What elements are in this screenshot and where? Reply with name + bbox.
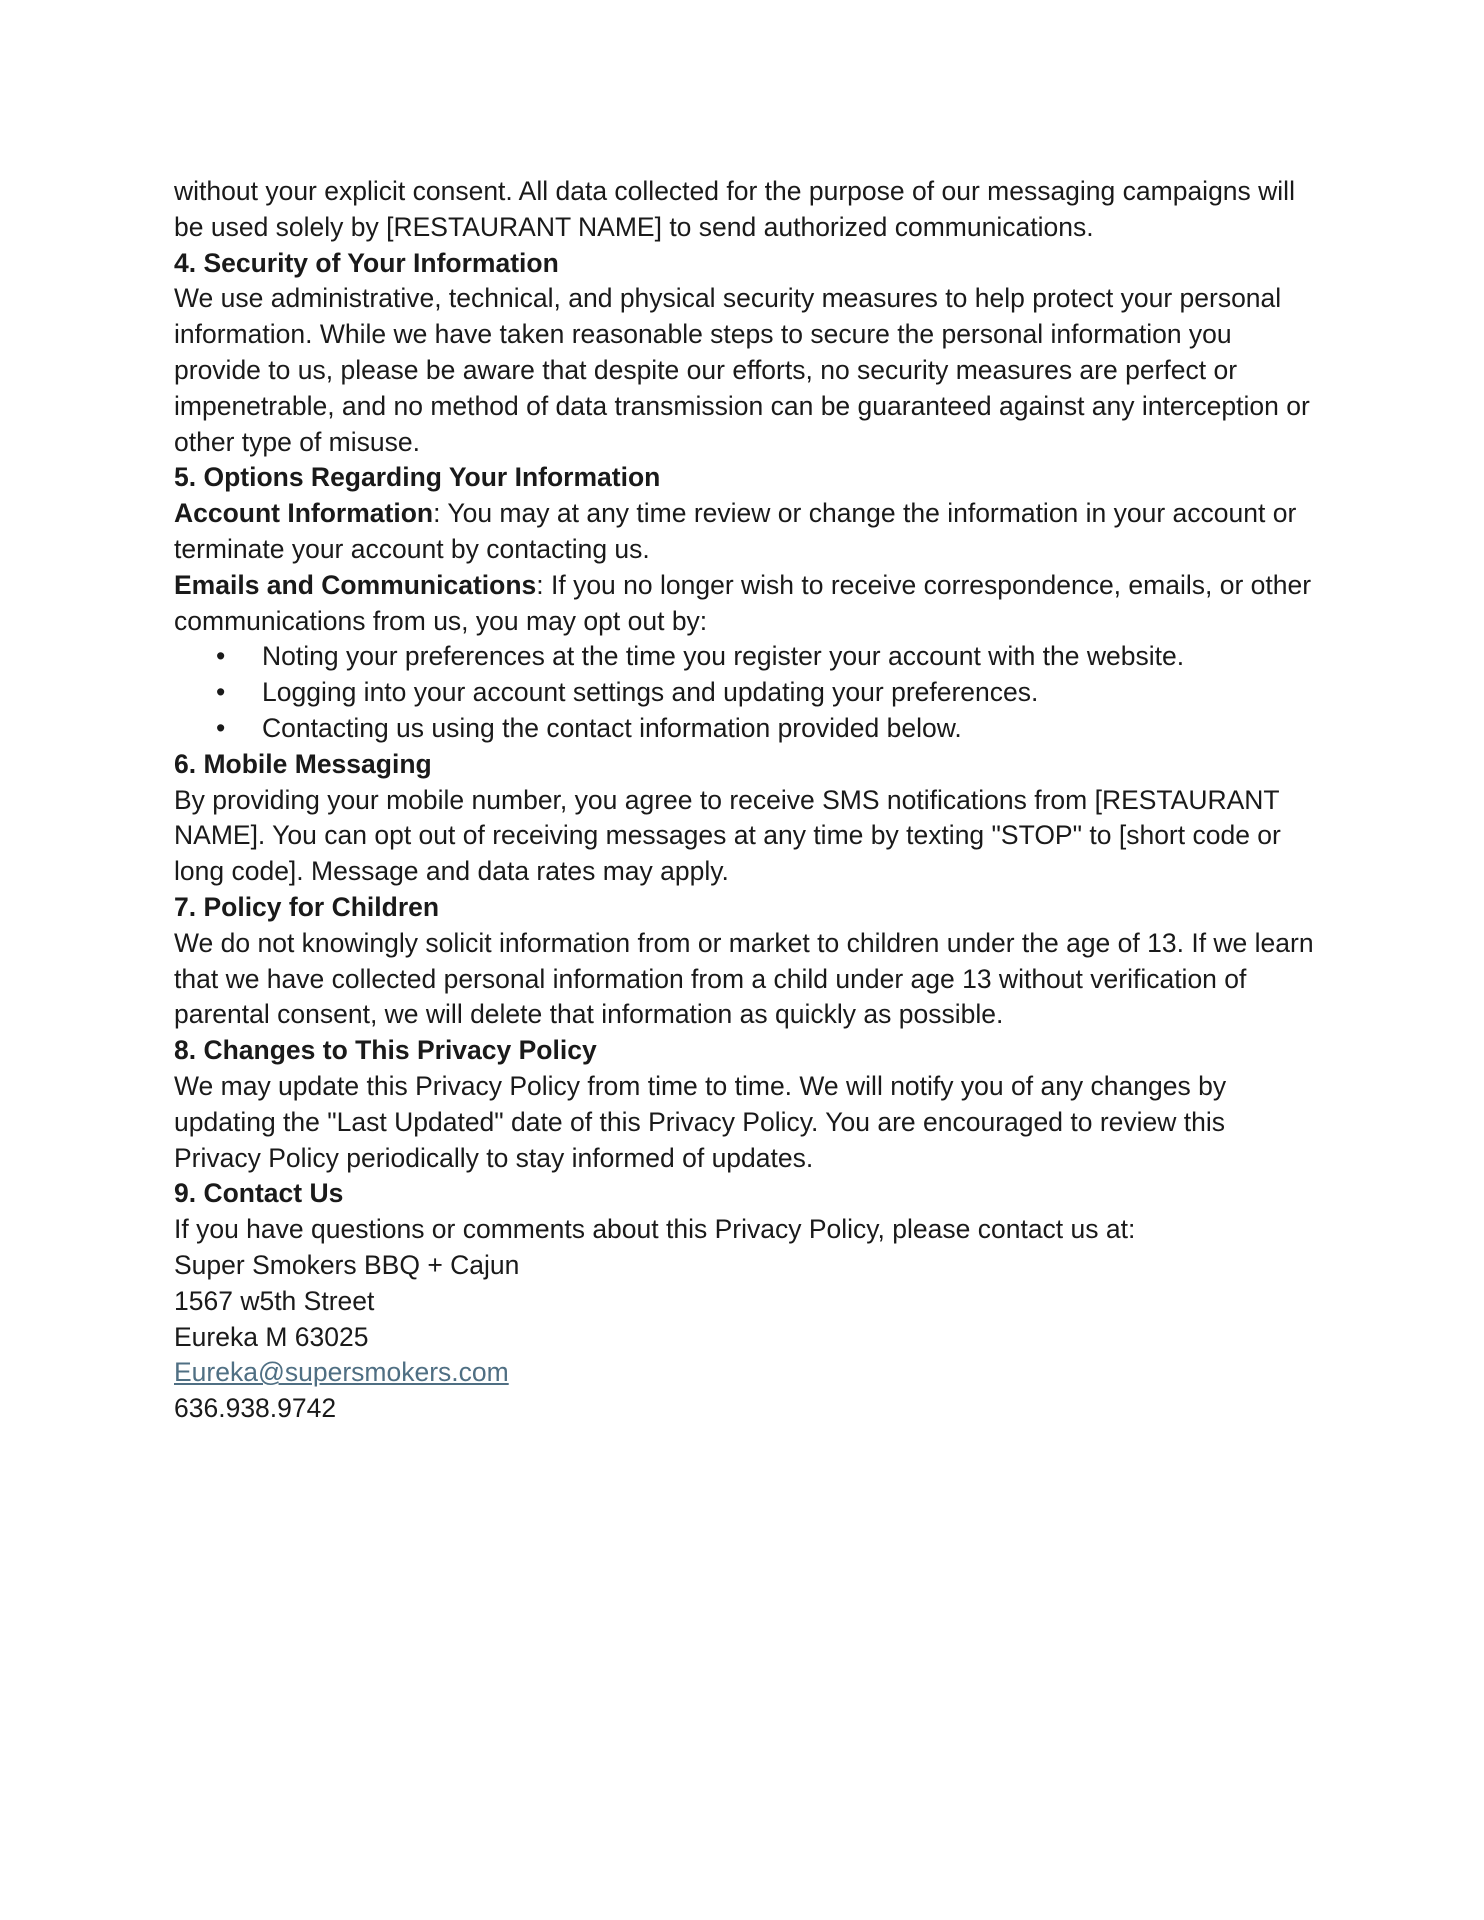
children-paragraph: We do not knowingly solicit information from or market to children under the age of 13. If we learn that we have collected personal information from a child under age 13 without verification of parental consent, we will delete that information as quickly as possible.: [174, 927, 1314, 1030]
changes-paragraph: We may update this Privacy Policy from time to time. We will notify you of any changes by updating the "Last Updated" date of this Privacy Policy. You are encouraged to review this Privacy Policy periodically to stay informed of updates.: [174, 1070, 1227, 1173]
list-item: • Noting your preferences at the time you register your account with the website.: [174, 639, 1314, 675]
opt-out-list: [174, 639, 1314, 746]
section-heading-contact: 9. Contact Us: [174, 1178, 344, 1209]
email-link[interactable]: Eureka@supersmokers.com: [174, 1357, 509, 1388]
section-heading-options: 5. Options Regarding Your Information: [174, 462, 661, 493]
list-item: • Logging into your account settings and updating your preferences.: [174, 675, 1314, 711]
emails-communications-paragraph: [174, 568, 1314, 640]
section-heading-security: 4. Security of Your Information: [174, 247, 559, 278]
account-information-label: Account Information: [174, 498, 434, 529]
account-information-paragraph: [174, 496, 1314, 568]
street-address: 1567 w5th Street: [174, 1285, 375, 1316]
privacy-policy-page: [174, 174, 1314, 1427]
section-heading-mobile: 6. Mobile Messaging: [174, 748, 432, 779]
contact-intro: If you have questions or comments about this Privacy Policy, please contact us at:: [174, 1214, 1136, 1245]
section-heading-children: 7. Policy for Children: [174, 891, 440, 922]
emails-communications-text: : If you no longer wish to receive correspondence, emails, or other communications from us, you may opt out by:: [174, 569, 1312, 636]
business-name: Super Smokers BBQ + Cajun: [174, 1249, 520, 1280]
security-paragraph: We use administrative, technical, and physical security measures to help protect your personal information. While we have taken reasonable steps to secure the personal information you provide to us, please be aware that despite our efforts, no security measures are perfect or impenetrable, and no method of data transmission can be guaranteed against any interception or other type of misuse.: [174, 283, 1310, 457]
phone-number: 636.938.9742: [174, 1393, 337, 1424]
mobile-paragraph: By providing your mobile number, you agree to receive SMS notifications from [RESTAURANT NAME]. You can opt out of receiving messages at any time by texting "STOP" to [short code or long code]. Message and data rates may apply.: [174, 784, 1281, 887]
account-information-text: : You may at any time review or change the information in your account or terminate your account by contacting us.: [174, 498, 1297, 564]
emails-communications-label: Emails and Communications: [174, 569, 537, 600]
list-item: • Contacting us using the contact information provided below.: [174, 711, 1314, 747]
intro-paragraph: without your explicit consent. All data collected for the purpose of our messaging campaigns will be used solely by [RESTAURANT NAME] to send authorized communications.: [174, 176, 1295, 242]
city-address: Eureka M 63025: [174, 1321, 369, 1352]
email-line: [174, 1355, 1314, 1391]
section-heading-changes: 8. Changes to This Privacy Policy: [174, 1035, 597, 1066]
